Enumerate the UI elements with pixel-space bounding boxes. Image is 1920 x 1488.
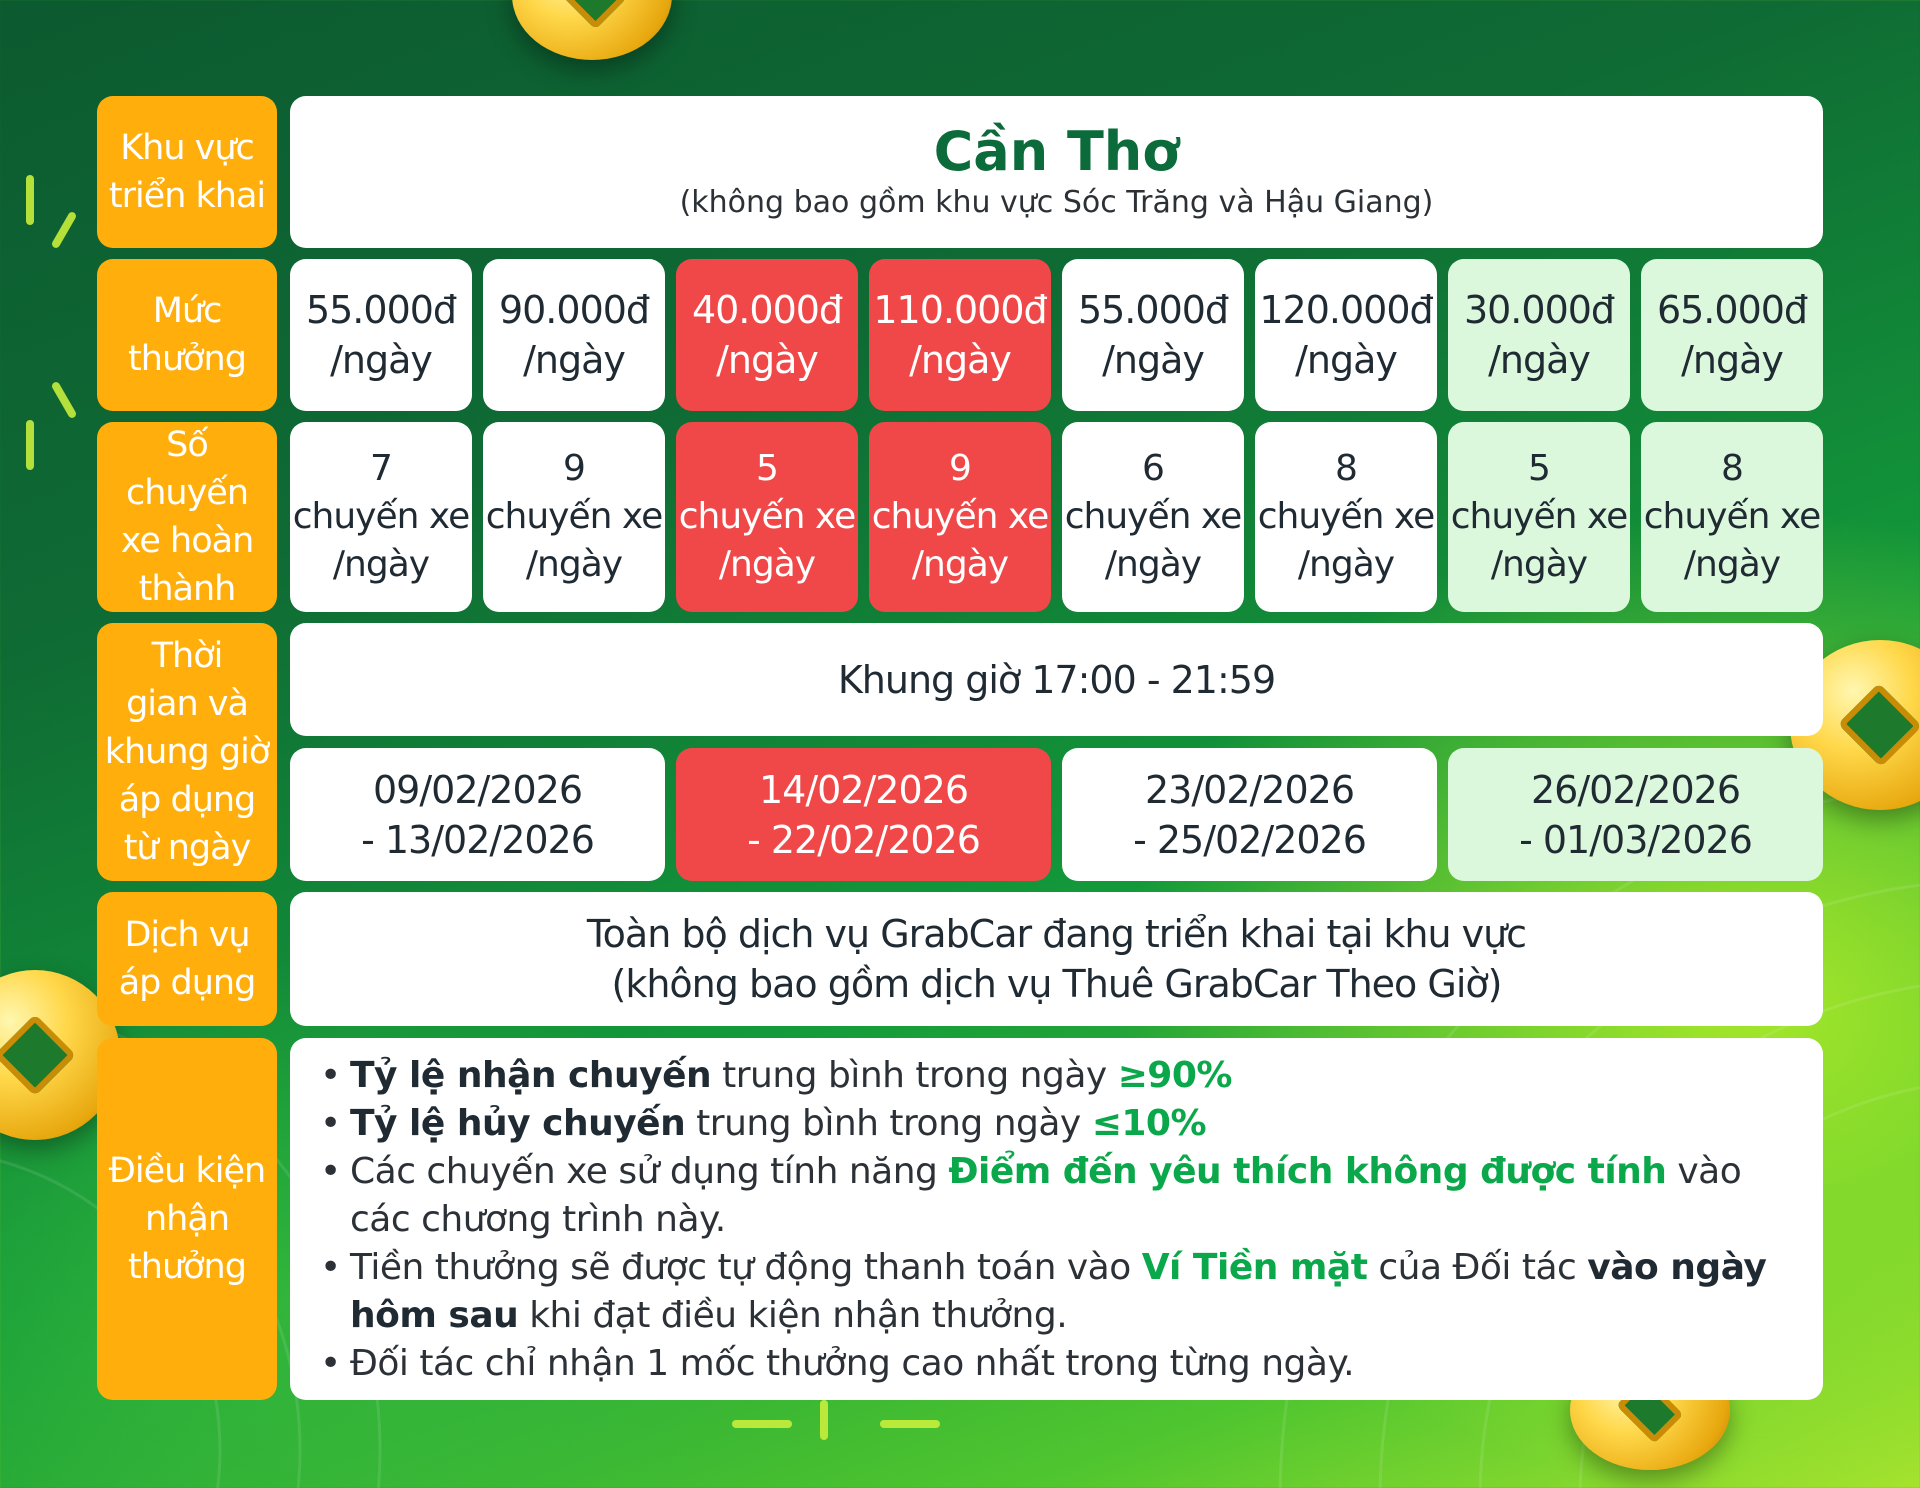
bullet-icon: • [320, 1247, 341, 1288]
condition-highlight: Ví Tiền mặt [1141, 1247, 1368, 1288]
firework-left [26, 175, 77, 470]
label-service: Dịch vụ áp dụng [97, 892, 277, 1026]
reward-cell [676, 259, 858, 411]
bullet-icon: • [320, 1343, 341, 1384]
label-conditions: Điều kiện nhận thưởng [97, 1038, 277, 1400]
condition-item [316, 1340, 1793, 1388]
trips-per: /ngày [332, 544, 430, 585]
trips-per: /ngày [1104, 544, 1202, 585]
reward-amount: 90.000đ [498, 288, 650, 332]
trips-per: /ngày [525, 544, 623, 585]
trips-per: /ngày [1490, 544, 1588, 585]
condition-text: Các chuyến xe sử dụng tính năng [350, 1151, 949, 1192]
trips-unit: chuyến xe [678, 496, 856, 537]
reward-unit: /ngày [1681, 338, 1783, 382]
condition-text: trung bình trong ngày [711, 1055, 1118, 1096]
service-cell [290, 892, 1823, 1026]
bullet-icon: • [320, 1055, 341, 1096]
trips-count: 5 [756, 448, 778, 489]
time-window-text: Khung giờ 17:00 - 21:59 [837, 657, 1276, 702]
condition-item [316, 1244, 1793, 1340]
reward-unit: /ngày [716, 338, 818, 382]
label-trips: Số chuyến xe hoàn thành [97, 422, 277, 612]
trips-unit: chuyến xe [1643, 496, 1821, 537]
label-reward: Mức thưởng [97, 259, 277, 411]
date-start: 23/02/2026 [1144, 767, 1355, 812]
trips-cell [1255, 422, 1437, 612]
condition-value: ≥90% [1117, 1055, 1232, 1096]
area-cell [290, 96, 1823, 248]
reward-cell [1641, 259, 1823, 411]
condition-item [316, 1052, 1793, 1100]
trips-unit: chuyến xe [485, 496, 663, 537]
trips-per: /ngày [911, 544, 1009, 585]
condition-bold: Tỷ lệ nhận chuyến [350, 1055, 712, 1096]
condition-item [316, 1148, 1793, 1244]
reward-cell [1448, 259, 1630, 411]
reward-amount: 30.000đ [1463, 288, 1615, 332]
reward-unit: /ngày [1102, 338, 1204, 382]
date-start: 09/02/2026 [372, 767, 583, 812]
trips-cell [290, 422, 472, 612]
reward-unit: /ngày [909, 338, 1011, 382]
reward-cell [1255, 259, 1437, 411]
reward-amount: 110.000đ [873, 288, 1047, 332]
bullet-icon: • [320, 1151, 341, 1192]
trips-cell [483, 422, 665, 612]
label-time: Thời gian và khung giờ áp dụng từ ngày [97, 623, 277, 881]
condition-bold: Tỷ lệ hủy chuyến [350, 1103, 686, 1144]
trips-count: 8 [1335, 448, 1357, 489]
reward-unit: /ngày [1488, 338, 1590, 382]
trips-per: /ngày [718, 544, 816, 585]
condition-bold: vào ngày hôm sau [350, 1247, 1767, 1336]
reward-cell [290, 259, 472, 411]
condition-text: Đối tác chỉ nhận 1 mốc thưởng cao nhất trong từng ngày. [350, 1343, 1355, 1384]
condition-text: vào các chương trình này. [350, 1151, 1742, 1240]
condition-text: của Đối tác [1367, 1247, 1588, 1288]
trips-count: 9 [949, 448, 971, 489]
reward-unit: /ngày [330, 338, 432, 382]
condition-highlight: Điểm đến yêu thích không được tính [948, 1151, 1667, 1192]
trips-unit: chuyến xe [1257, 496, 1435, 537]
reward-amount: 55.000đ [305, 288, 457, 332]
reward-cell [483, 259, 665, 411]
trips-cell [676, 422, 858, 612]
date-range-cell [290, 748, 665, 881]
date-range-cell [676, 748, 1051, 881]
trips-per: /ngày [1683, 544, 1781, 585]
condition-value: ≤10% [1091, 1103, 1207, 1144]
trips-cell [1448, 422, 1630, 612]
date-start: 26/02/2026 [1530, 767, 1741, 812]
date-range-cell [1448, 748, 1823, 881]
trips-count: 6 [1142, 448, 1164, 489]
firework-bottom [732, 1400, 940, 1440]
trips-cell [1641, 422, 1823, 612]
reward-cell [1062, 259, 1244, 411]
condition-item [316, 1100, 1793, 1148]
service-line-2: (không bao gồm dịch vụ Thuê GrabCar Theo Giờ) [611, 962, 1502, 1006]
date-range-cell [1062, 748, 1437, 881]
trips-cell [1062, 422, 1244, 612]
reward-amount: 40.000đ [691, 288, 843, 332]
service-line-1: Toàn bộ dịch vụ GrabCar đang triển khai tại khu vực [586, 912, 1527, 956]
condition-text: khi đạt điều kiện nhận thưởng. [518, 1295, 1068, 1336]
trips-cell [869, 422, 1051, 612]
reward-cell [869, 259, 1051, 411]
conditions-panel [290, 1038, 1823, 1400]
city-note: (không bao gồm khu vực Sóc Trăng và Hậu Giang) [679, 185, 1434, 220]
reward-unit: /ngày [1295, 338, 1397, 382]
reward-amount: 55.000đ [1077, 288, 1229, 332]
date-end: - 25/02/2026 [1133, 817, 1366, 862]
bullet-icon: • [320, 1103, 341, 1144]
trips-count: 5 [1528, 448, 1550, 489]
city-name: Cần Thơ [933, 120, 1180, 183]
reward-amount: 120.000đ [1259, 288, 1433, 332]
condition-text: trung bình trong ngày [685, 1103, 1092, 1144]
trips-unit: chuyến xe [292, 496, 470, 537]
label-area: Khu vực triển khai [97, 96, 277, 248]
reward-amount: 65.000đ [1656, 288, 1808, 332]
date-end: - 01/03/2026 [1519, 817, 1752, 862]
reward-unit: /ngày [523, 338, 625, 382]
trips-per: /ngày [1297, 544, 1395, 585]
trips-count: 7 [370, 448, 392, 489]
date-end: - 13/02/2026 [361, 817, 594, 862]
trips-unit: chuyến xe [1450, 496, 1628, 537]
trips-count: 9 [563, 448, 585, 489]
date-end: - 22/02/2026 [747, 817, 980, 862]
trips-unit: chuyến xe [1064, 496, 1242, 537]
date-start: 14/02/2026 [758, 767, 969, 812]
trips-count: 8 [1721, 448, 1743, 489]
time-window-cell [290, 623, 1823, 736]
trips-unit: chuyến xe [871, 496, 1049, 537]
condition-text: Tiền thưởng sẽ được tự động thanh toán vào [350, 1247, 1142, 1288]
